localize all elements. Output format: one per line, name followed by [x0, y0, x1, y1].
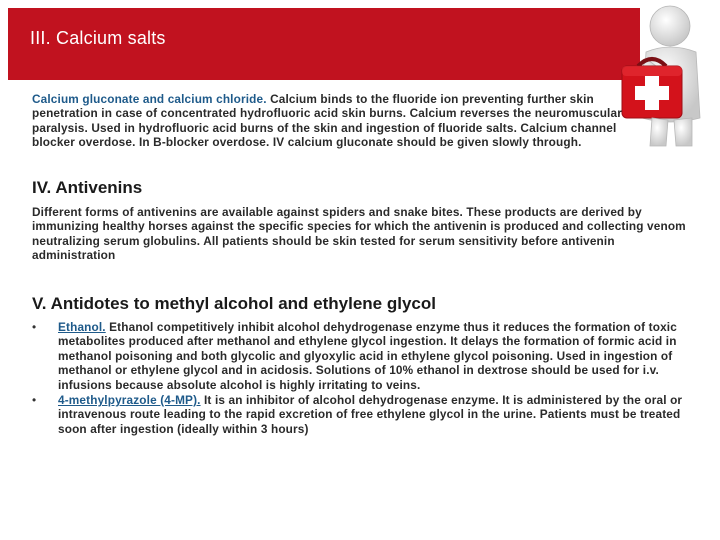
antidotes-heading: V. Antidotes to methyl alcohol and ethylene glycol — [32, 294, 436, 313]
slide-title: III. Calcium salts — [30, 28, 166, 48]
antidotes-list — [32, 320, 697, 437]
calcium-salts-text: Calcium binds to the fluoride ion preventing further skin penetration in case of concentrated hydrofluoric acid skin burns. Calcium reverses the neuromuscular paralysis. Used in hydrofluoric acid burns of the skin and ingestion of fluoride salts. Calcium channel blocker overdose. In B-blocker overdose. IV calcium gluconate should be given slowly through. — [32, 92, 622, 150]
ethanol-term-link[interactable]: Ethanol. — [58, 320, 106, 334]
antivenins-heading: IV. Antivenins — [32, 178, 143, 197]
antivenins-paragraph: Different forms of antivenins are available against spiders and snake bites. These products are derived by immunizing healthy horses against the specific species for which the antivenin is produced and collecting venom neutralizing serum globulins. All patients should be skin tested for serum sensitivity before antivenin administration — [32, 205, 686, 263]
list-item-fomepizole — [32, 393, 697, 436]
bullet-icon: • — [32, 393, 37, 408]
bullet-icon: • — [32, 320, 37, 334]
calcium-salts-lead: Calcium gluconate and calcium chloride. — [32, 92, 267, 106]
ethanol-text: Ethanol competitively inhibit alcohol dehydrogenase enzyme thus it reduces the formation of toxic metabolites produced after methanol and ethylene glycol ingestion. It delays the formation of formic acid in methanol poisoning and both glycolic and glyoxylic acid in ethylene glycol poisoning. Used in ingestion of methanol or ethylene glycol and in acidosis. Solutions of 10% ethanol in dextrose should be used for i.v. infusions because absolute alcohol is highly irritating to veins. — [58, 320, 677, 392]
calcium-salts-paragraph — [32, 92, 650, 150]
fomepizole-term-link[interactable]: 4-methylpyrazole (4-MP). — [58, 393, 201, 408]
list-item-ethanol — [32, 320, 697, 392]
fomepizole-text: It is an inhibitor of alcohol dehydrogenase enzyme. It is administered by the oral or intravenous route leading to the rapid excretion of free ethylene glycol in the urine. Patients must be treated soon after ingestion (ideally within 3 hours) — [58, 393, 683, 436]
